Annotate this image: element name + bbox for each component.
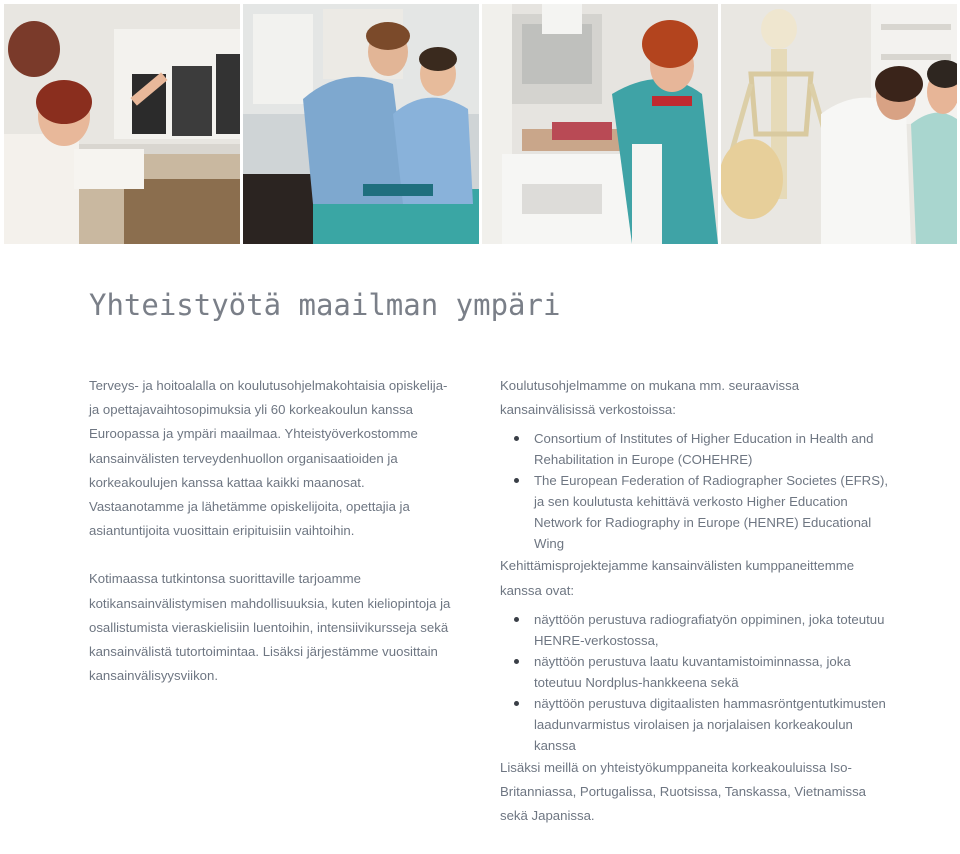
partners-closing-paragraph: Lisäksi meillä on yhteistyökumppaneita korkeakouluissa Iso-Britanniassa, Portugalissa, Ruotsissa, Tanskassa, Vietnamissa sekä Japanissa. [500, 759, 867, 824]
internationalization-at-home-paragraph: Kotimaassa tutkintonsa suorittaville tarjoamme kotikansainvälistymisen mahdollisuuksia, kuten kieliopintoja ja osallistumista vieraskielisiin luentoihin, intensiivikursseja sekä kansainvälistä tutortoimintaa. Lisäksi järjestämme vuosittain kansainvälisyysviikon. [89, 571, 451, 684]
list-item: näyttöön perustuva digitaalisten hammasröntgentutkimusten laadunvarmistus virolaisen ja norjalaisen korkeakoulun kanssa [500, 693, 890, 756]
bullet-icon [514, 659, 519, 664]
bullet-icon [514, 617, 519, 622]
photo-radiography-xray-viewing [4, 4, 240, 244]
networks-list [500, 428, 890, 554]
list-item: näyttöön perustuva radiografiatyön oppiminen, joka toteutuu HENRE-verkostossa, [500, 609, 890, 651]
left-column [89, 374, 461, 688]
page-title: Yhteistyötä maailman ympäri [89, 288, 561, 322]
list-item: näyttöön perustuva laatu kuvantamistoiminnassa, joka toteutuu Nordplus-hankkeena sekä [500, 651, 890, 693]
list-item: The European Federation of Radiographer Societes (EFRS), ja sen koulutusta kehittävä verkosto Higher Education Network for Radiography in Europe (HENRE) Educational Wing [500, 470, 890, 554]
list-item: Consortium of Institutes of Higher Education in Health and Rehabilitation in Europe (COHEHRE) [500, 428, 890, 470]
bullet-icon [514, 436, 519, 441]
photo-students-in-surgical-scrubs [243, 4, 479, 244]
bullet-icon [514, 478, 519, 483]
photo-anatomy-skeleton-teaching [721, 4, 957, 244]
right-column [500, 374, 890, 828]
networks-intro: Koulutusohjelmamme on mukana mm. seuraavissa kansainvälisissä verkostoissa: [500, 378, 800, 418]
projects-list [500, 609, 890, 756]
photo-strip [4, 4, 957, 244]
projects-intro: Kehittämisprojektejamme kansainvälisten kumppaneittemme kanssa ovat: [500, 558, 855, 598]
exchange-agreements-paragraph: Terveys- ja hoitoalalla on koulutusohjelmakohtaisia opiskelija- ja opettajavaihtosopimuksia yli 60 korkeakoulun kanssa Euroopassa ja ympäri maailmaa. Yhteistyöverkostomme kansainvälisten terveydenhuollon organisaatioiden ja korkeakoulujen kanssa kattaa kaikki maanosat. Vastaanotamme ja lähetämme opiskelijoita, opettajia ja asiantuntijoita vuosittain eripituisiin vaihtoihin. [89, 378, 448, 539]
photo-xray-room-student [482, 4, 718, 244]
bullet-icon [514, 701, 519, 706]
